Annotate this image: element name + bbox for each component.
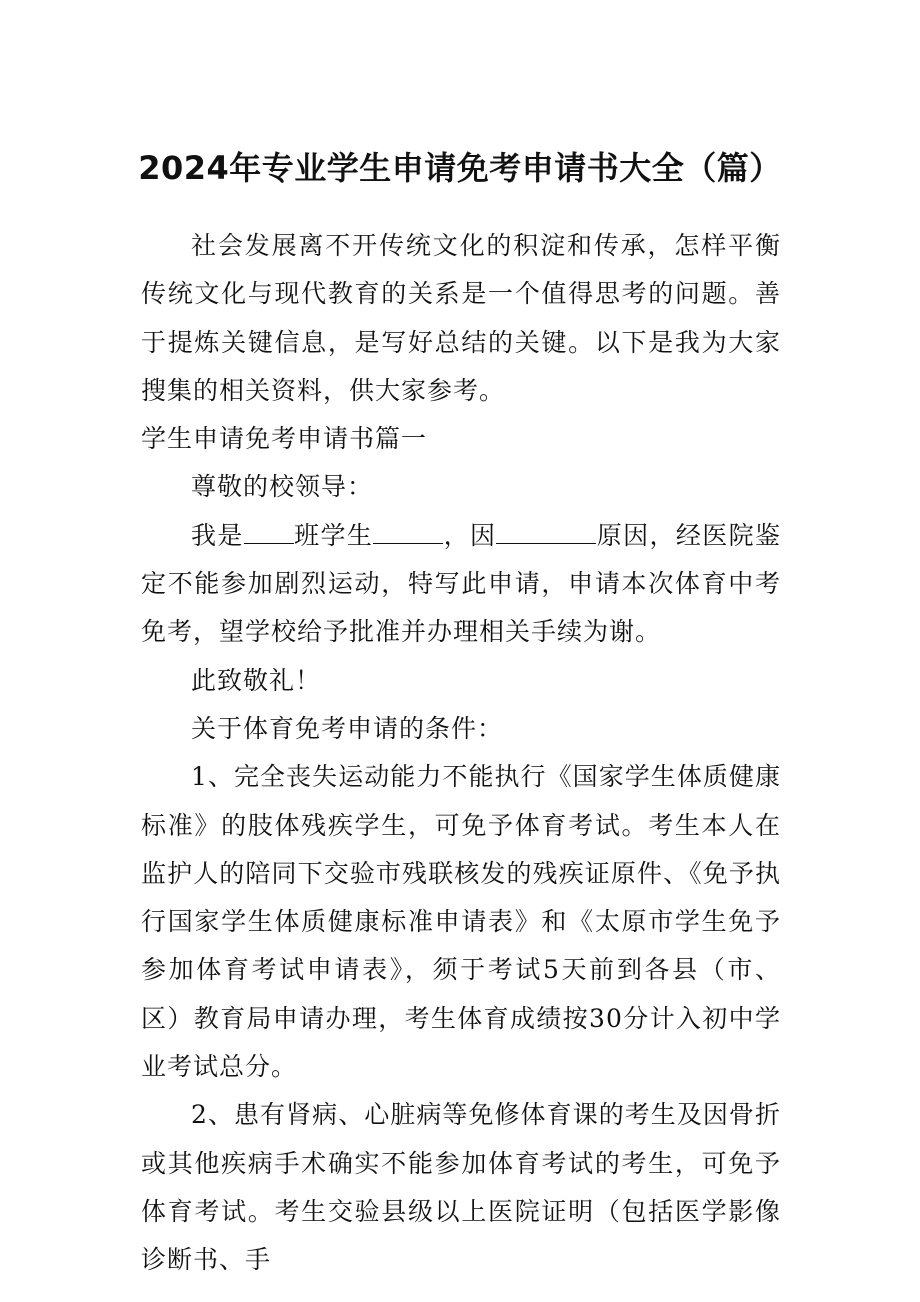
application-paragraph	[141, 512, 781, 657]
name-blank	[373, 521, 443, 544]
condition-paragraph-1: 1、完全丧失运动能力不能执行《国家学生体质健康标准》的肢体残疾学生，可免予体育考试。考生本人在监护人的陪同下交验市残联核发的残疾证原件、《免予执行国家学生体质健康标准申请表》和《太原市学生免予参加体育考试申请表》，须于考试5天前到各县（市、区）教育局申请办理，考生体育成绩按30分计入初中学业考试总分。	[141, 762, 781, 1082]
intro-paragraph: 社会发展离不开传统文化的积淀和传承，怎样平衡传统文化与现代教育的关系是一个值得思考的问题。善于提炼关键信息，是写好总结的关键。以下是我为大家搜集的相关资料，供大家参考。	[141, 231, 781, 405]
closing-line: 此致敬礼！	[191, 665, 322, 695]
class-blank	[244, 521, 294, 544]
condition-paragraph-2: 2、患有肾病、心脏病等免修体育课的考生及因骨折或其他疾病手术确实不能参加体育考试的考生，可免予体育考试。考生交验县级以上医院证明（包括医学影像诊断书、手	[141, 1100, 781, 1275]
section-heading: 学生申请免考申请书篇一	[141, 424, 428, 454]
application-text: 班学生	[293, 520, 374, 550]
salutation: 尊敬的校领导：	[191, 472, 374, 502]
document-title: 2024年专业学生申请免考申请书大全（篇）	[138, 149, 782, 187]
application-text: 原因，经医院鉴定不能参加剧烈运动，特写此申请，申请本次体育中考免考，望学校给予批准并办理相关手续为谢。	[141, 520, 781, 647]
application-text: 我是	[191, 520, 244, 550]
document-body	[141, 222, 781, 1285]
application-text: ，因	[443, 520, 497, 550]
reason-blank	[496, 521, 596, 544]
conditions-heading: 关于体育免考申请的条件：	[191, 713, 504, 743]
